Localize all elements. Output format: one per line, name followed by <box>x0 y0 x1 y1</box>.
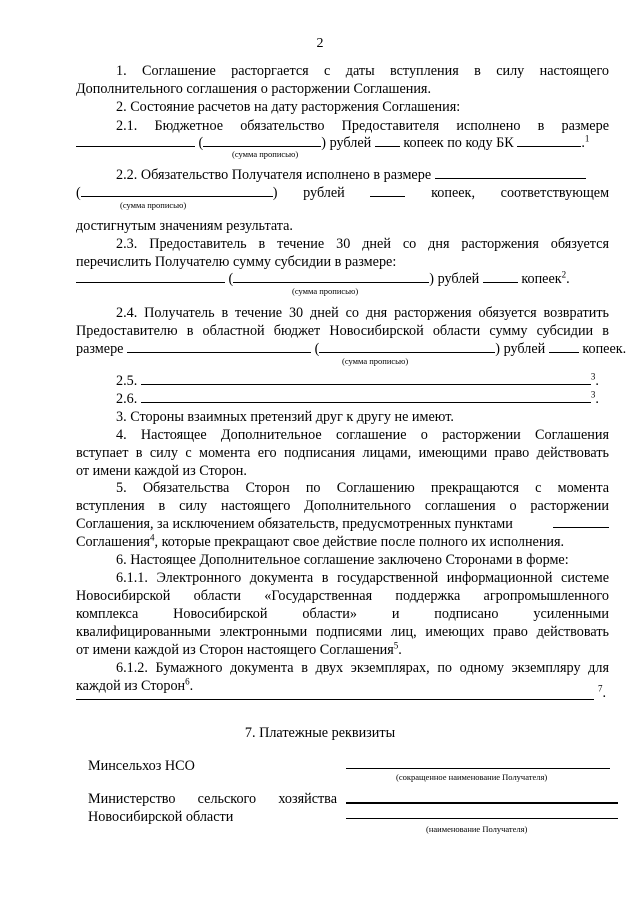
p1-line1: 1. Соглашение расторгается с даты вступления в силу настоящего <box>116 63 609 79</box>
sum-blank[interactable] <box>76 134 195 147</box>
p23-line3: ( ) рублей копеек$^2$. <box>76 270 609 288</box>
recipient-name-line1: Министерство сельского хозяйства <box>88 791 337 807</box>
p3-line: 3. Стороны взаимных претензий друг к другу не имеют. <box>116 409 454 425</box>
p612-line1: 6.1.2. Бумажного документа в двух экземплярах, по одному экземпляру для <box>116 660 609 676</box>
caption-sum: (сумма прописью) <box>120 200 187 210</box>
p24-line1: 2.4. Получатель в течение 30 дней со дня расторжения обязуется возвратить <box>116 305 609 321</box>
p1-line2: Дополнительного соглашения о расторжении Соглашения. <box>76 81 431 97</box>
p2-line: 2. Состояние расчетов на дату расторжения Соглашения: <box>116 99 461 115</box>
p4-line2: вступает в силу с момента его подписания лицами, имеющими право действовать <box>76 445 609 461</box>
kop-blank[interactable] <box>483 270 518 283</box>
bk-blank[interactable] <box>517 134 581 147</box>
kop-blank[interactable] <box>375 134 400 147</box>
recipient-name-line-2[interactable] <box>346 818 618 819</box>
p5-line2: вступления в силу настоящего Дополнительного соглашения о расторжении <box>76 498 609 514</box>
p21-line2: ( ) рублей копеек по коду БК .$^1$ <box>76 134 609 152</box>
blank-line[interactable] <box>76 699 594 700</box>
p4-line1: 4. Настоящее Дополнительное соглашение о расторжении Соглашения <box>116 427 609 443</box>
kop-blank[interactable] <box>370 184 405 197</box>
p5-line4: Соглашения$^4$, которые прекращают свое действие после полного их исполнения. <box>76 532 565 550</box>
blank-line-fn: $^7$. <box>598 683 607 701</box>
items-blank[interactable] <box>553 515 609 528</box>
caption-sum: (сумма прописью) <box>342 356 409 366</box>
p22-line3: достигнутым значениям результата. <box>76 218 293 234</box>
caption-sum: (сумма прописью) <box>292 286 359 296</box>
page-number: 2 <box>316 36 324 51</box>
p22-line2: ( ) рублей копеек, соответствующем <box>76 185 610 201</box>
p611-line1: 6.1.1. Электронного документа в государственной информационной системе <box>116 570 609 586</box>
p23-line2: перечислить Получателю сумму субсидии в размере: <box>76 254 397 270</box>
caption-sum: (сумма прописью) <box>232 149 299 159</box>
sum-blank[interactable] <box>435 166 586 179</box>
p21-line1: 2.1. Бюджетное обязательство Предоставителя исполнено в размере <box>116 118 609 134</box>
sum-blank[interactable] <box>127 340 311 353</box>
p611-line3: комплекса Новосибирской области» и подписано усиленными <box>76 606 609 622</box>
p4-line3: от имени каждой из Сторон. <box>76 463 247 479</box>
recipient-short-name: Минсельхоз НСО <box>88 758 195 774</box>
sum-words-blank[interactable] <box>81 184 273 197</box>
p24-line2: Предоставителю в областной бюджет Новосибирской области сумму субсидии в <box>76 323 609 339</box>
p611-line2: Новосибирской области «Государственная поддержка агропромышленного <box>76 588 609 604</box>
p22-line1: 2.2. Обязательство Получателя исполнено в размере <box>116 166 609 184</box>
footnote-ref: 1 <box>584 133 590 144</box>
sum-blank[interactable] <box>76 270 225 283</box>
p25-line: 2.5. $^3$. <box>116 371 599 389</box>
sum-words-blank[interactable] <box>319 340 495 353</box>
p611-line4: квалифицированными электронными подписями лиц, имеющих право действовать <box>76 624 609 640</box>
item-blank[interactable] <box>141 372 591 385</box>
p5-line1: 5. Обязательства Сторон по Соглашению прекращаются с момента <box>116 480 609 496</box>
p23-line1: 2.3. Предоставитель в течение 30 дней со дня расторжения обязуется <box>116 236 609 252</box>
recipient-name-line2: Новосибирской области <box>88 809 234 825</box>
sum-words-blank[interactable] <box>203 134 321 147</box>
caption-name: (наименование Получателя) <box>426 824 528 834</box>
p611-line5: от имени каждой из Сторон настоящего Соглашения$^5$. <box>76 640 402 658</box>
p5-line3: Соглашения, за исключением обязательств, предусмотренных пунктами <box>76 515 609 533</box>
p26-line: 2.6. $^3$. <box>116 389 599 407</box>
caption-short-name: (сокращенное наименование Получателя) <box>396 772 548 782</box>
section7-title: 7. Платежные реквизиты <box>244 725 396 741</box>
footnote-ref: 2 <box>561 269 567 280</box>
item-blank[interactable] <box>141 390 591 403</box>
kop-blank[interactable] <box>549 340 579 353</box>
recipient-name-line-1[interactable] <box>346 802 618 804</box>
p612-line2: каждой из Сторон$^6$. <box>76 676 194 694</box>
p24-line3: размере ( ) рублей копеек. <box>76 341 627 357</box>
sum-words-blank[interactable] <box>233 270 429 283</box>
p6-line: 6. Настоящее Дополнительное соглашение заключено Сторонами в форме: <box>116 552 569 568</box>
recipient-short-line[interactable] <box>346 768 610 769</box>
